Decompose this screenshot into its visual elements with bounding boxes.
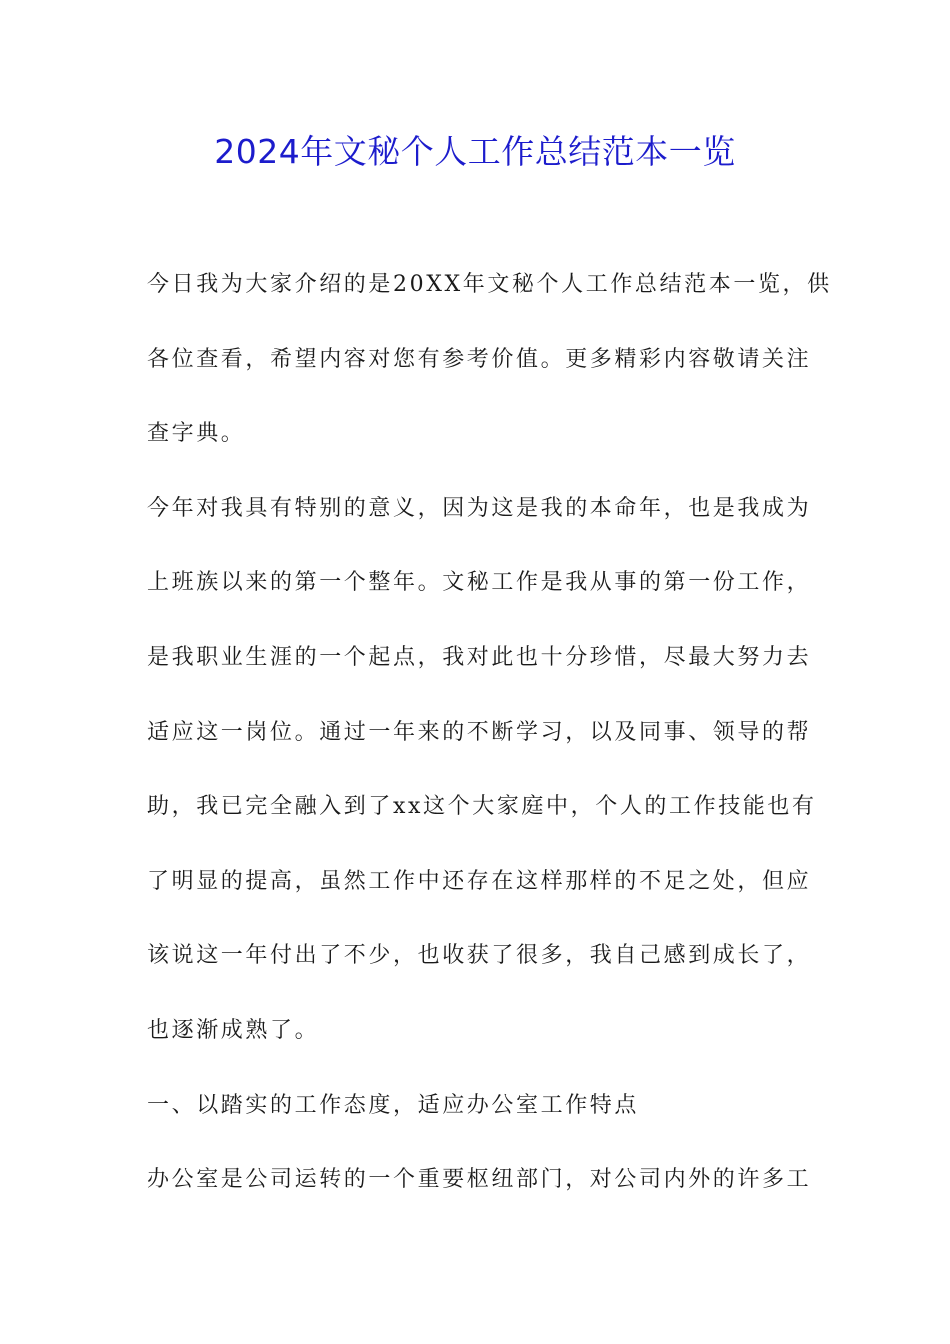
body-line: 适应这一岗位。通过一年来的不断学习，以及同事、领导的帮: [147, 719, 812, 745]
body-line: 各位查看，希望内容对您有参考价值。更多精彩内容敬请关注: [147, 346, 812, 372]
body-line: 今日我为大家介绍的是20XX年文秘个人工作总结范本一览，供: [147, 272, 832, 297]
body-line: 了明显的提高，虽然工作中还存在这样那样的不足之处，但应: [147, 868, 812, 894]
body-line: 助，我已完全融入到了xx这个大家庭中，个人的工作技能也有: [147, 794, 817, 820]
body-line: 是我职业生涯的一个起点，我对此也十分珍惜，尽最大努力去: [147, 644, 812, 670]
body-line: 今年对我具有特别的意义，因为这是我的本命年，也是我成为: [147, 495, 812, 521]
body-line: 办公室是公司运转的一个重要枢纽部门，对公司内外的许多工: [147, 1167, 812, 1193]
body-line: 也逐渐成熟了。: [147, 1017, 320, 1043]
body-line: 该说这一年付出了不少，也收获了很多，我自己感到成长了，: [147, 943, 812, 969]
body-line: 查字典。: [147, 421, 246, 447]
document-title: 2024年文秘个人工作总结范本一览: [214, 132, 736, 171]
body-line: 上班族以来的第一个整年。文秘工作是我从事的第一份工作，: [147, 570, 812, 596]
section-heading: 一、以踏实的工作态度，适应办公室工作特点: [147, 1092, 640, 1118]
document-body: [147, 260, 832, 1230]
